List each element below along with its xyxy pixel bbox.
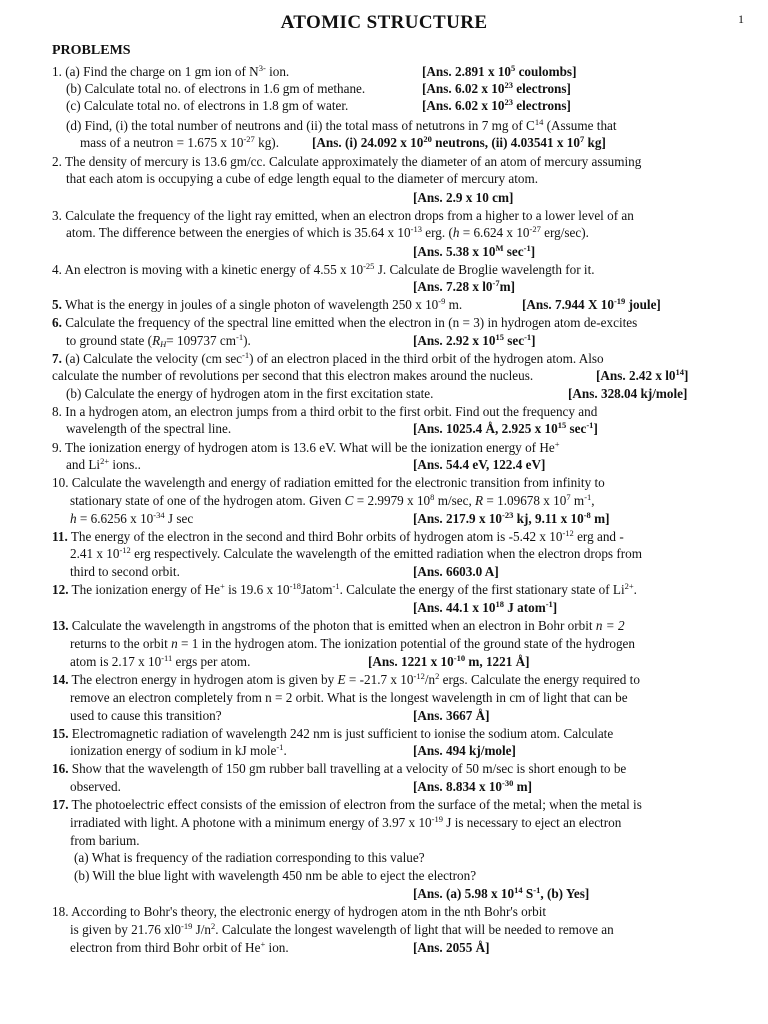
problem-11-line2: 2.41 x $10^{-12}$ erg respectively. Calculate the wavelength of the emitted radiation when the electron drops from [70, 545, 642, 561]
problem-2-answer: [Ans. 2.9 x 10 cm] [413, 190, 514, 205]
problem-9-answer: [Ans. 54.4 eV, 122.4 eV] [413, 457, 546, 472]
problem-9-line2: and $Li^{2+}$ ions.. [66, 456, 141, 472]
problem-11-answer: [Ans. 6603.0 A] [413, 564, 499, 579]
problem-13-line1: 13. Calculate the wavelength in angstroms of the photon that is emitted when an electron in Bohr orbit n = 2 [52, 618, 625, 633]
page-title: ATOMIC STRUCTURE [280, 12, 488, 33]
problem-10-answer: [Ans. 217.9 x $10^{-23}$ kj, 9.11 x $10^{-8}$ m] [413, 510, 610, 526]
problem-8-line1: 8. In a hydrogen atom, an electron jumps from a third orbit to the first orbit. Find out the frequency and [52, 404, 598, 419]
problem-14-answer: [Ans. 3667 Å] [413, 708, 490, 723]
problem-14-line2: remove an electron completely from n = 2 orbit. What is the longest wavelength in cm of light that can be [70, 690, 628, 705]
problem-16-line1: 16. Show that the wavelength of 150 gm rubber ball travelling at a velocity of 50 m/sec is short enough to be [52, 761, 627, 776]
problem-12-line1: 12. The ionization energy of He+ is 19.6 x $10^{-18}Jatom^{-1}$. Calculate the energy of the first stationary state of $Li^{2+}$. [52, 581, 637, 597]
problem-10-line2: stationary state of one of the hydrogen atom. Given C = 2.9979 x $10^8$ m/sec, R = 1.09678 x $10^7$ $m^{-1}$, [70, 492, 595, 508]
problem-6-line2: to ground state ($R_H= 109737$ $cm^{-1}$). [66, 332, 251, 349]
problem-9-line1: 9. The ionization energy of hydrogen atom is 13.6 eV. What will be the ionization energy of He+ [52, 439, 560, 455]
problem-16-answer: [Ans. 8.834 x $10^{-30}$ m] [413, 778, 533, 794]
problem-7-line1: 7. (a) Calculate the velocity (cm $\sec^{-1}$) of an electron placed in the third orbit of the hydrogen atom. Also [52, 350, 604, 366]
problem-17-line5: (b) Will the blue light with wavelength 450 nm be able to eject the electron? [74, 868, 477, 883]
problem-10-line3: h = 6.6256 x $10^{-34}$ J sec [70, 510, 194, 526]
problem-5-line1: 5. What is the energy in joules of a single photon of wavelength 250 x $10^{-9}$ m. [52, 296, 463, 312]
problem-1-a-answer: [Ans. 2.891 x $10^5$ coulombs] [422, 63, 577, 79]
problem-7-line3: (b) Calculate the energy of hydrogen atom in the first excitation state. [66, 386, 434, 401]
problem-10-line1: 10. Calculate the wavelength and energy of radiation emitted for the electronic transition from infinity to [52, 475, 605, 490]
problem-1-b-answer: [Ans. 6.02 x $10^{23}$ electrons] [422, 80, 571, 96]
problem-11-line3: third to second orbit. [70, 564, 180, 579]
problem-15-line1: 15. Electromagnetic radiation of wavelength 242 nm is just sufficient to ionise the sodium atom. Calculate [52, 726, 614, 741]
problem-18-line3: electron from third Bohr orbit of He+ ion. [70, 939, 289, 955]
problem-1-d-line2: mass of a neutron = 1.675 x $10^{-27}$ kg). [80, 134, 279, 150]
problem-7-a-answer: [Ans. 2.42 x $l0^{14}$] [596, 367, 689, 383]
problem-18-line2: is given by 21.76 $xl0^{-19}$ $J/n^2$. Calculate the longest wavelength of light that will be needed to remove an [70, 921, 614, 937]
problem-7-b-answer: [Ans. 328.04 kj/mole] [568, 386, 688, 401]
problem-1-d-answer: [Ans. (i) 24.092 x $10^{20}$ neutrons, (ii) 4.03541 x $10^7$ kg] [312, 134, 606, 150]
problem-4-answer: [Ans. 7.28 x $l0^{-7}m$] [413, 278, 515, 294]
problem-17-answer: [Ans. (a) 5.98 x $10^{14}$ $S^{-1}$, (b) Yes] [413, 885, 590, 901]
section-heading: PROBLEMS [52, 43, 131, 58]
problem-17-line2: irradiated with light. A photone with a minimum energy of 3.97 x $10^{-19}$ J is necessary to eject an electron [70, 814, 622, 830]
problem-18-answer: [Ans. 2055 Å] [413, 940, 490, 955]
problem-17-line4: (a) What is frequency of the radiation corresponding to this value? [74, 850, 425, 865]
problem-2-line1: 2. The density of mercury is 13.6 gm/cc. Calculate approximately the diameter of an atom of mercury assuming [52, 154, 642, 169]
problem-14-line1: 14. The electron energy in hydrogen atom is given by E = -21.7 x $10^{-12}/n^2$ ergs. Calculate the energy required to [52, 671, 640, 687]
problem-12-answer: [Ans. 44.1 x $10^{18}$ J atom$^{-1}$] [413, 599, 558, 615]
problem-7-line2: calculate the number of revolutions per second that this electron makes around the nucleus. [52, 368, 534, 383]
problem-1-b: (b) Calculate total no. of electrons in 1.6 gm of methane. [66, 81, 366, 96]
problem-14-line3: used to cause this transition? [70, 708, 222, 723]
problem-15-answer: [Ans. 494 kj/mole] [413, 743, 516, 758]
problem-3-line1: 3. Calculate the frequency of the light ray emitted, when an electron drops from a higher to a lower level of an [52, 208, 634, 223]
problem-13-answer: [Ans. 1221 x $10^{-10}$ m, 1221 Å] [368, 653, 530, 669]
problem-13-line3: atom is 2.17 x $10^{-11}$ ergs per atom. [70, 653, 251, 669]
problem-11-line1: 11. The energy of the electron in the second and third Bohr orbits of hydrogen atom is -5.42 x $10^{-12}$ erg and - [52, 528, 624, 544]
problem-17-line1: 17. The photoelectric effect consists of the emission of electron from the surface of the metal; when the metal is [52, 797, 642, 812]
problem-2-line2: that each atom is occupying a cube of edge length equal to the diameter of mercury atom. [66, 171, 539, 186]
problem-1-c: (c) Calculate total no. of electrons in 1.8 gm of water. [66, 98, 349, 113]
problem-3-line2: atom. The difference between the energies of which is 35.64 x $10^{-13}$ erg. (h = 6.624 x $10^{-27}$ erg/sec). [66, 224, 589, 240]
problem-8-answer: [Ans. 1025.4 Å, 2.925 x $10^{15}$ $\sec^{-1}$] [413, 420, 598, 436]
problem-3-answer: [Ans. 5.38 x $10^M$ $\sec^{-1}$] [413, 243, 536, 259]
problem-4-line1: 4. An electron is moving with a kinetic energy of 4.55 x $10^{-25}$ J. Calculate de Broglie wavelength for it. [52, 261, 595, 277]
page-number: 1 [738, 12, 744, 26]
problem-1-d: (d) Find, (i) the total number of neutrons and (ii) the total mass of netutrons in 7 mg of $C^{14}$ (Assume that [66, 117, 617, 133]
problem-15-line2: ionization energy of sodium in kJ mole$^{-1}$. [70, 742, 287, 758]
problem-17-line3: from barium. [70, 833, 140, 848]
problem-8-line2: wavelength of the spectral line. [66, 421, 232, 436]
problem-13-line2: returns to the orbit n = 1 in the hydrogen atom. The ionization potential of the ground state of the hydrogen [70, 636, 635, 651]
problem-6-line1: 6. Calculate the frequency of the spectral line emitted when the electron in (n = 3) in hydrogen atom de-excites [52, 315, 638, 330]
problem-5-answer: [Ans. 7.944 X $10^{-19}$ joule] [522, 296, 661, 312]
problem-18-line1: 18. According to Bohr's theory, the electronic energy of hydrogen atom in the nth Bohr's orbit [52, 904, 547, 919]
problem-16-line2: observed. [70, 779, 121, 794]
problem-1-c-answer: [Ans. 6.02 x $10^{23}$ electrons] [422, 97, 571, 113]
problem-6-answer: [Ans. 2.92 x $10^{15}$ $\sec^{-1}$] [413, 332, 536, 348]
problem-1-a: 1. (a) Find the charge on 1 gm ion of $N^{3-}$ ion. [52, 63, 290, 79]
